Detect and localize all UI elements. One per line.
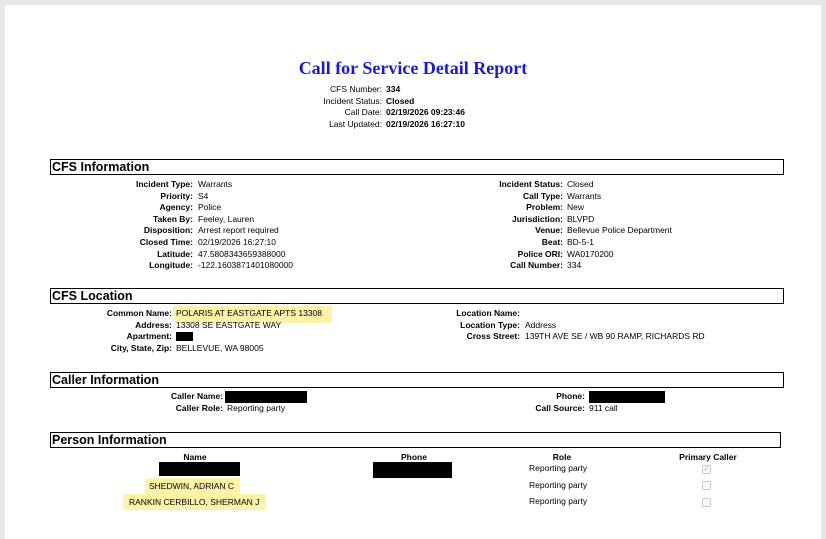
cfs-info-label: Incident Status: [499, 179, 563, 189]
header-fields [272, 84, 465, 130]
cfs-info-label: Closed Time: [139, 237, 193, 247]
incident-status-row: Incident Status: Closed [323, 95, 415, 106]
cfs-information-heading: CFS Information [50, 159, 784, 175]
cfs-info-label: Police ORI: [517, 248, 563, 259]
person-1-role: Reporting party [529, 463, 588, 473]
column-header-phone: Phone [401, 452, 427, 462]
cfs-info-label: Problem: [526, 202, 563, 213]
common-name-value: POLARIS AT EASTGATE APTS 13308 [173, 306, 332, 323]
person-2-role: Reporting party [529, 480, 588, 490]
cfs-location-heading: CFS Location [50, 288, 784, 304]
cfs-number-row: CFS Number: 334 [330, 84, 401, 94]
cfs-info-label: Agency: [159, 202, 193, 213]
column-header-role: Role [552, 452, 572, 462]
person-3-name: RANKIN CERBILLO, SHERMAN J [123, 494, 266, 510]
cfs-info-label: Venue: [535, 225, 563, 236]
person-1-name-redacted [159, 462, 240, 476]
cfs-info-value: BD-5-1 [567, 237, 594, 247]
person-3-role: Reporting party [529, 496, 588, 506]
person-3-primary-checkbox[interactable] [702, 498, 711, 507]
person-1-phone-redacted [373, 462, 452, 478]
cfs-info-label: Jurisdiction: [511, 213, 563, 224]
last-updated-row: Last Updated: 02/19/2026 16:27:10 [329, 118, 465, 129]
cfs-info-value: WA0170200 [567, 248, 614, 259]
person-1-primary-checkbox[interactable]: ✓ [703, 466, 710, 473]
person-2-name: SHEDWIN, ADRIAN C [145, 478, 240, 494]
cfs-info-value: Feeley, Lauren [198, 213, 255, 224]
cfs-info-value: 334 [567, 260, 582, 271]
report-title: Call for Service Detail Report [298, 58, 528, 78]
cfs-info-label: Latitude: [157, 248, 193, 259]
caller-name-redacted [225, 391, 307, 403]
column-header-name: Name [183, 452, 207, 462]
cfs-info-value: Bellevue Police Department [567, 225, 672, 236]
cfs-info-value: Arrest report required [198, 225, 279, 236]
phone-redacted [589, 391, 665, 403]
cfs-info-value: 02/19/2026 16:27:10 [198, 237, 276, 247]
cfs-info-label: Taken By: [153, 213, 193, 224]
cfs-info-label: Priority: [160, 190, 193, 201]
caller-information-heading: Caller Information [50, 372, 784, 388]
cfs-info-label: Beat: [541, 237, 563, 247]
cfs-info-label: Disposition: [143, 225, 193, 236]
cfs-info-value: Warrants [567, 190, 602, 201]
cfs-info-label: Call Number: [510, 260, 563, 271]
cfs-info-value: -122.1603871401080000 [198, 260, 294, 271]
cfs-info-label: Call Type: [523, 190, 563, 201]
column-header-primary-caller: Primary Caller [679, 452, 737, 462]
call-date-row: Call Date: 02/19/2026 09:23:46 [344, 107, 465, 117]
person-information-heading: Person Information [50, 432, 781, 448]
cfs-info-value: 47.5808343659388000 [198, 248, 286, 259]
cfs-info-value: BLVPD [567, 213, 595, 224]
person-2-primary-checkbox[interactable] [702, 481, 711, 490]
cfs-info-value: Closed [567, 179, 594, 189]
cfs-info-label: Longitude: [149, 260, 193, 271]
cfs-info-value: New [567, 202, 585, 213]
cfs-info-label: Incident Type: [136, 179, 193, 189]
apartment-redacted [176, 332, 193, 341]
cfs-info-value: S4 [198, 190, 209, 201]
cfs-info-value: Warrants [198, 179, 233, 189]
cfs-info-value: Police [198, 202, 222, 213]
